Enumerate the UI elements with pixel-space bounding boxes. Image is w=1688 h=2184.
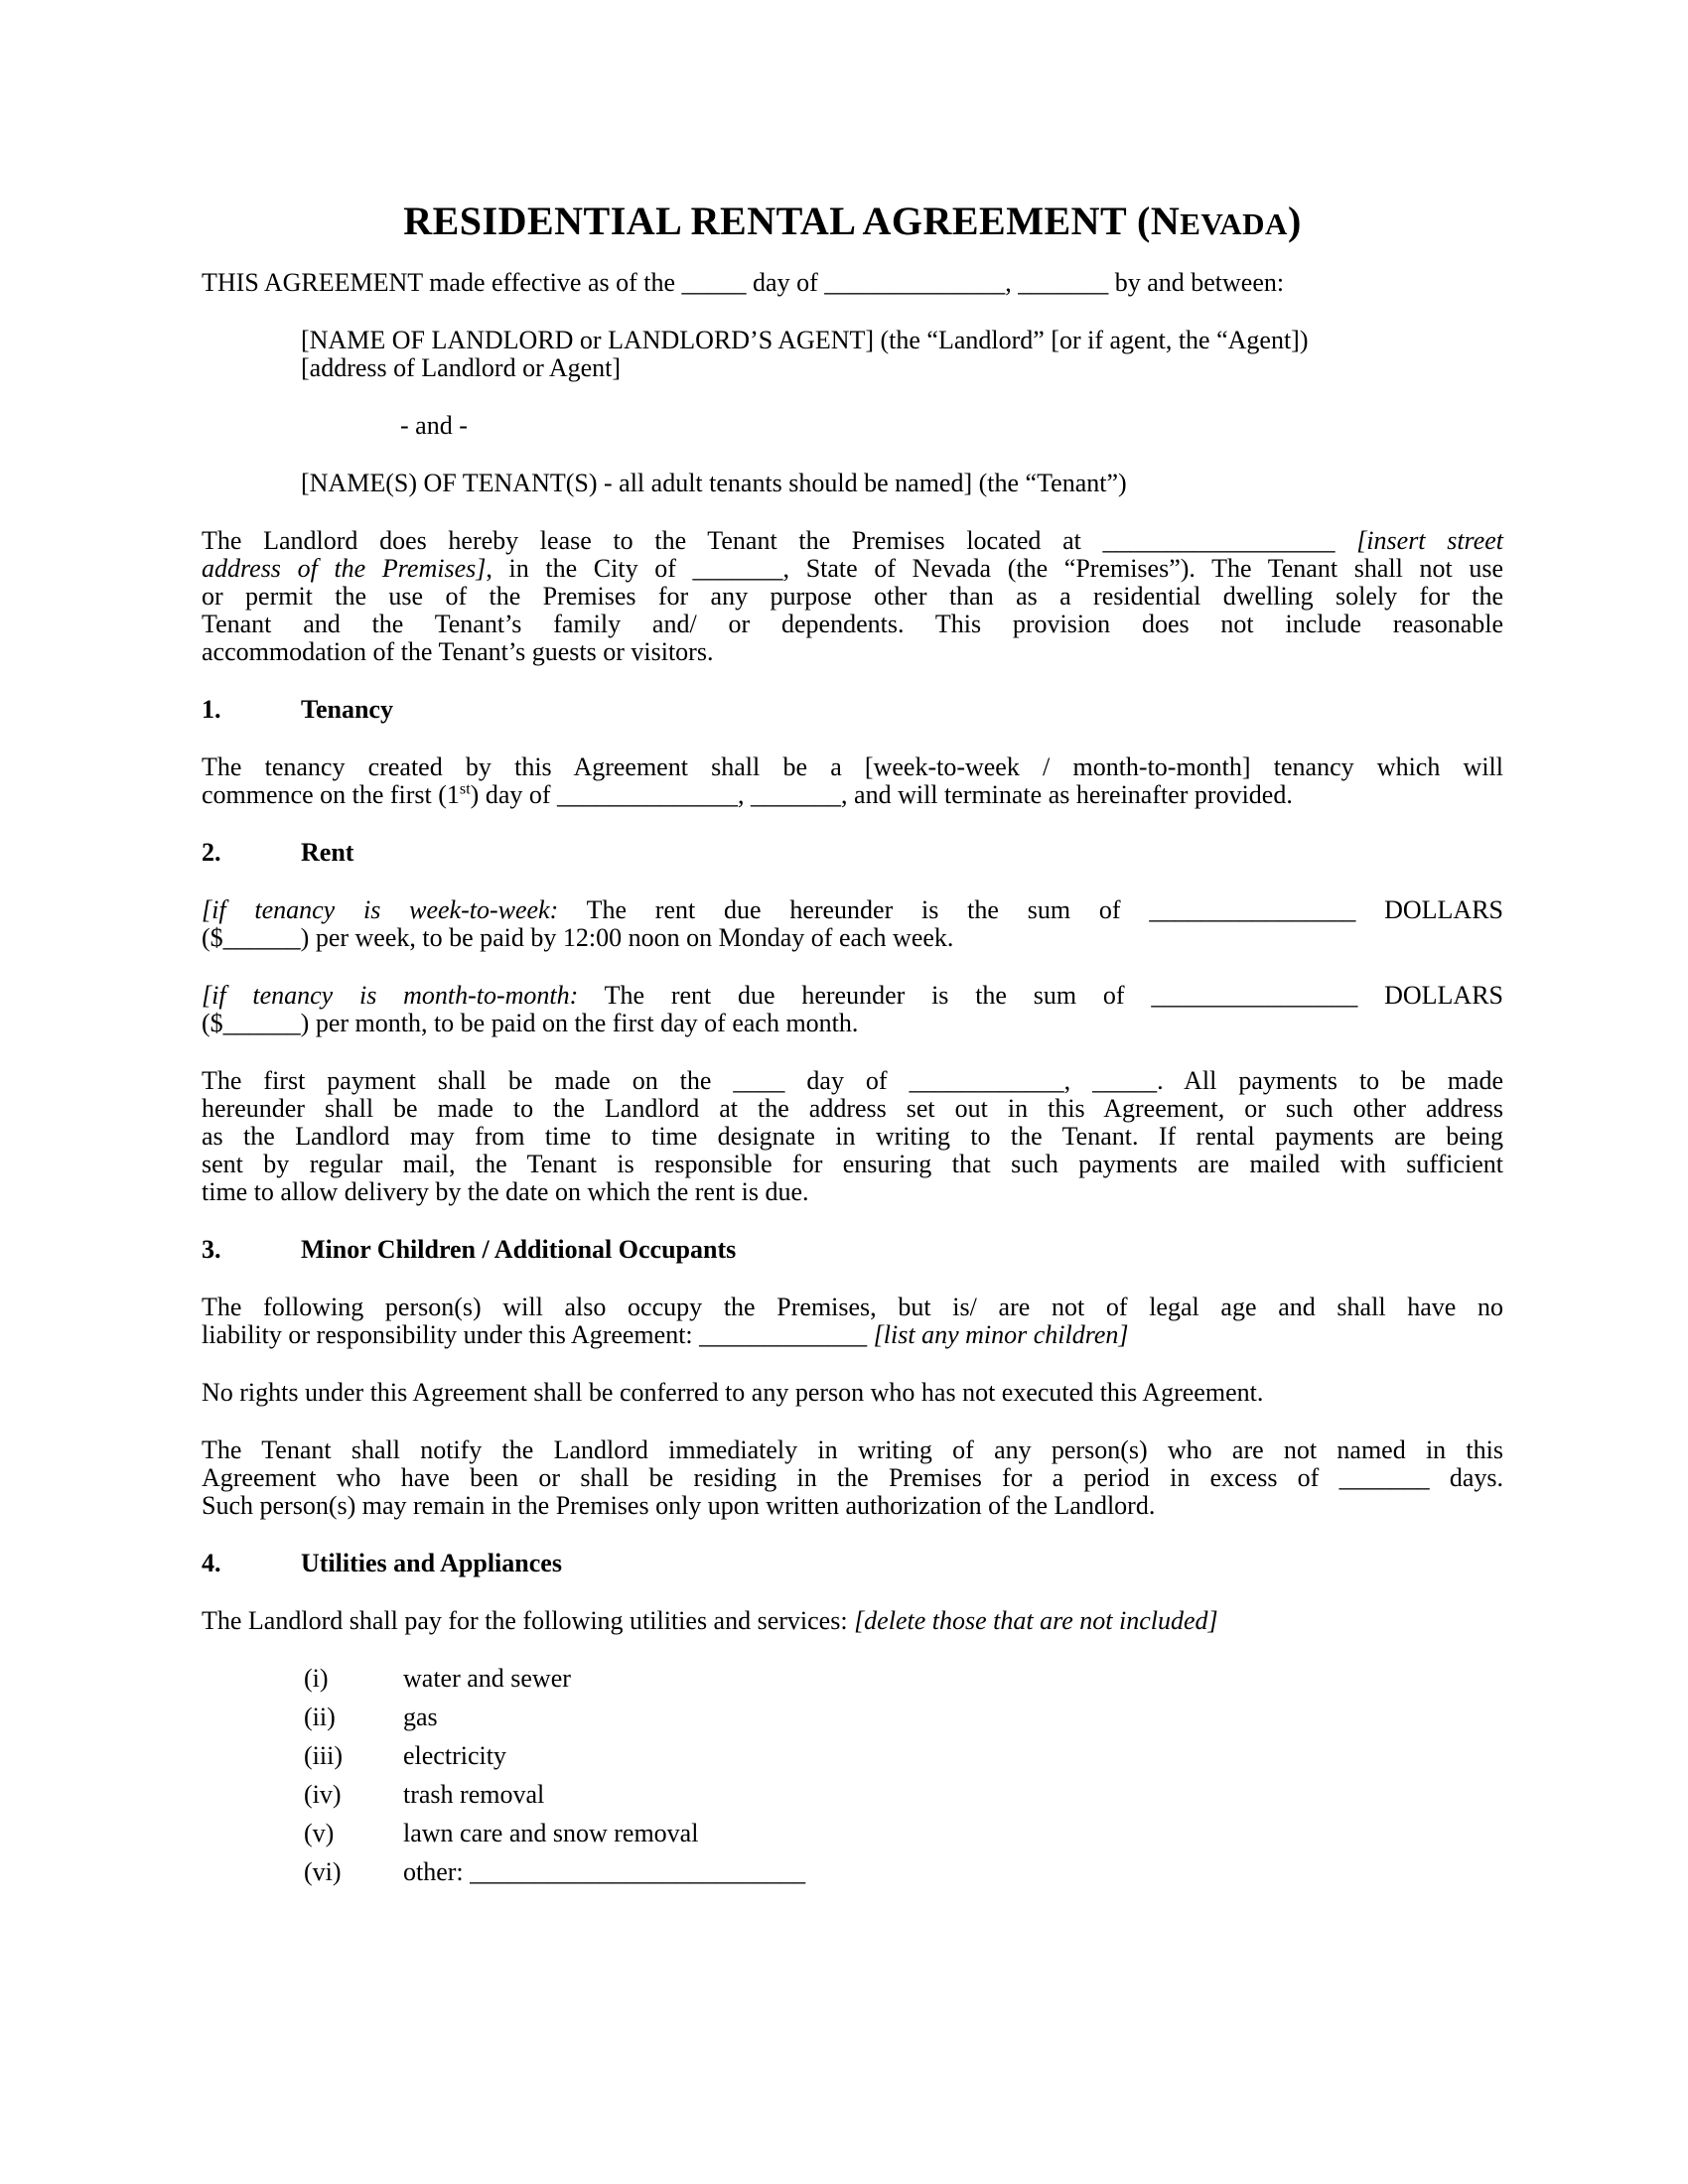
paragraph-line: The tenancy created by this Agreement shall be a [week-to-week / month-to-month] tenancy which will xyxy=(202,752,1503,781)
paragraph-line: sent by regular mail, the Tenant is responsible for ensuring that such payments are mailed with sufficient xyxy=(202,1150,1503,1178)
paragraph-line: ($______) per week, to be paid by 12:00 noon on Monday of each week. xyxy=(202,923,954,952)
paragraph-line: - and - xyxy=(400,411,468,440)
paragraph-line: The Landlord does hereby lease to the Tenant the Premises located at __________________ [insert street xyxy=(202,526,1503,555)
list-item xyxy=(202,1820,1503,1847)
list-item-text: trash removal xyxy=(403,1780,545,1809)
paragraph xyxy=(202,1294,1503,1349)
section-heading xyxy=(202,839,1503,867)
paragraph-line: accommodation of the Tenant’s guests or visitors. xyxy=(202,637,714,666)
list-item-number: (v) xyxy=(304,1819,335,1847)
paragraph-line: commence on the first (1st) day of ______________, _______, and will terminate as hereinafter provided. xyxy=(202,780,1293,809)
paragraph xyxy=(202,896,1503,952)
paragraph xyxy=(202,982,1503,1037)
paragraph xyxy=(202,1436,1503,1520)
list-item-number: (vi) xyxy=(304,1857,342,1886)
document-body xyxy=(202,269,1503,1886)
list-item-text: other: __________________________ xyxy=(403,1857,806,1886)
list-item-number: (iv) xyxy=(304,1780,342,1809)
list-item xyxy=(202,1858,1503,1886)
list-item-text: electricity xyxy=(403,1741,506,1770)
utilities-list xyxy=(202,1665,1503,1886)
paragraph-line: THIS AGREEMENT made effective as of the _____ day of ______________, _______ by and between: xyxy=(202,268,1285,297)
list-item-number: (i) xyxy=(304,1664,329,1693)
paragraph-line: [NAME OF LANDLORD or LANDLORD’S AGENT] (the “Landlord” [or if agent, the “Agent]) xyxy=(301,326,1309,354)
section-title: Tenancy xyxy=(301,695,393,724)
list-item xyxy=(202,1781,1503,1809)
list-item-text: gas xyxy=(403,1703,438,1731)
section-heading xyxy=(202,1550,1503,1577)
paragraph-line: [NAME(S) OF TENANT(S) - all adult tenants should be named] (the “Tenant”) xyxy=(301,469,1127,497)
paragraph-line: or permit the use of the Premises for any purpose other than as a residential dwelling solely for the xyxy=(202,582,1503,611)
list-item xyxy=(202,1704,1503,1731)
paragraph-line: [if tenancy is week-to-week: The rent due hereunder is the sum of ________________ DOLLARS xyxy=(202,895,1503,924)
paragraph xyxy=(202,1067,1503,1206)
list-item-text: lawn care and snow removal xyxy=(403,1819,699,1847)
list-item xyxy=(202,1742,1503,1770)
section-title: Rent xyxy=(301,838,354,867)
section-number: 1. xyxy=(202,695,221,724)
section-number: 3. xyxy=(202,1235,221,1264)
document-title: RESIDENTIAL RENTAL AGREEMENT (NEVADA) xyxy=(403,199,1302,243)
paragraph-line: The following person(s) will also occupy the Premises, but is/ are not of legal age and shall have no xyxy=(202,1293,1503,1321)
section-heading xyxy=(202,696,1503,724)
paragraph-line: ($______) per month, to be paid on the first day of each month. xyxy=(202,1009,859,1037)
paragraph-line: Tenant and the Tenant’s family and/ or dependents. This provision does not include reasonable xyxy=(202,610,1503,638)
paragraph xyxy=(202,527,1503,666)
paragraph-line: liability or responsibility under this Agreement: _____________ [list any minor children] xyxy=(202,1320,1129,1349)
paragraph-line: The first payment shall be made on the ____ day of ____________, _____. All payments to be made xyxy=(202,1066,1503,1095)
paragraph-line: address of the Premises], in the City of _______, State of Nevada (the “Premises”). The Tenant shall not use xyxy=(202,554,1504,583)
list-item-number: (iii) xyxy=(304,1741,343,1770)
paragraph-line: Such person(s) may remain in the Premises only upon written authorization of the Landlord. xyxy=(202,1491,1156,1520)
list-item xyxy=(202,1665,1503,1693)
paragraph-line: No rights under this Agreement shall be conferred to any person who has not executed this Agreement. xyxy=(202,1378,1264,1407)
paragraph-line: The Landlord shall pay for the following utilities and services: [delete those that are not included] xyxy=(202,1606,1218,1635)
indented-paragraph xyxy=(202,412,1503,440)
list-item-text: water and sewer xyxy=(403,1664,571,1693)
paragraph-line: [if tenancy is month-to-month: The rent due hereunder is the sum of ________________ DOLLARS xyxy=(202,981,1503,1010)
paragraph xyxy=(202,753,1503,809)
paragraph xyxy=(202,1607,1503,1635)
paragraph-line: [address of Landlord or Agent] xyxy=(301,353,622,382)
indented-paragraph xyxy=(202,470,1503,497)
paragraph xyxy=(202,1379,1503,1407)
section-heading xyxy=(202,1236,1503,1264)
section-title: Utilities and Appliances xyxy=(301,1549,562,1577)
paragraph xyxy=(202,269,1503,297)
indented-paragraph xyxy=(202,327,1503,382)
paragraph-line: The Tenant shall notify the Landlord immediately in writing of any person(s) who are not named in this xyxy=(202,1435,1503,1464)
list-item-number: (ii) xyxy=(304,1703,336,1731)
section-number: 4. xyxy=(202,1549,221,1577)
paragraph-line: time to allow delivery by the date on which the rent is due. xyxy=(202,1177,809,1206)
section-title: Minor Children / Additional Occupants xyxy=(301,1235,737,1264)
paragraph-line: Agreement who have been or shall be residing in the Premises for a period in excess of _______ days. xyxy=(202,1463,1503,1492)
section-number: 2. xyxy=(202,838,221,867)
paragraph-line: hereunder shall be made to the Landlord at the address set out in this Agreement, or such other address xyxy=(202,1094,1503,1123)
paragraph-line: as the Landlord may from time to time designate in writing to the Tenant. If rental payments are being xyxy=(202,1122,1503,1151)
